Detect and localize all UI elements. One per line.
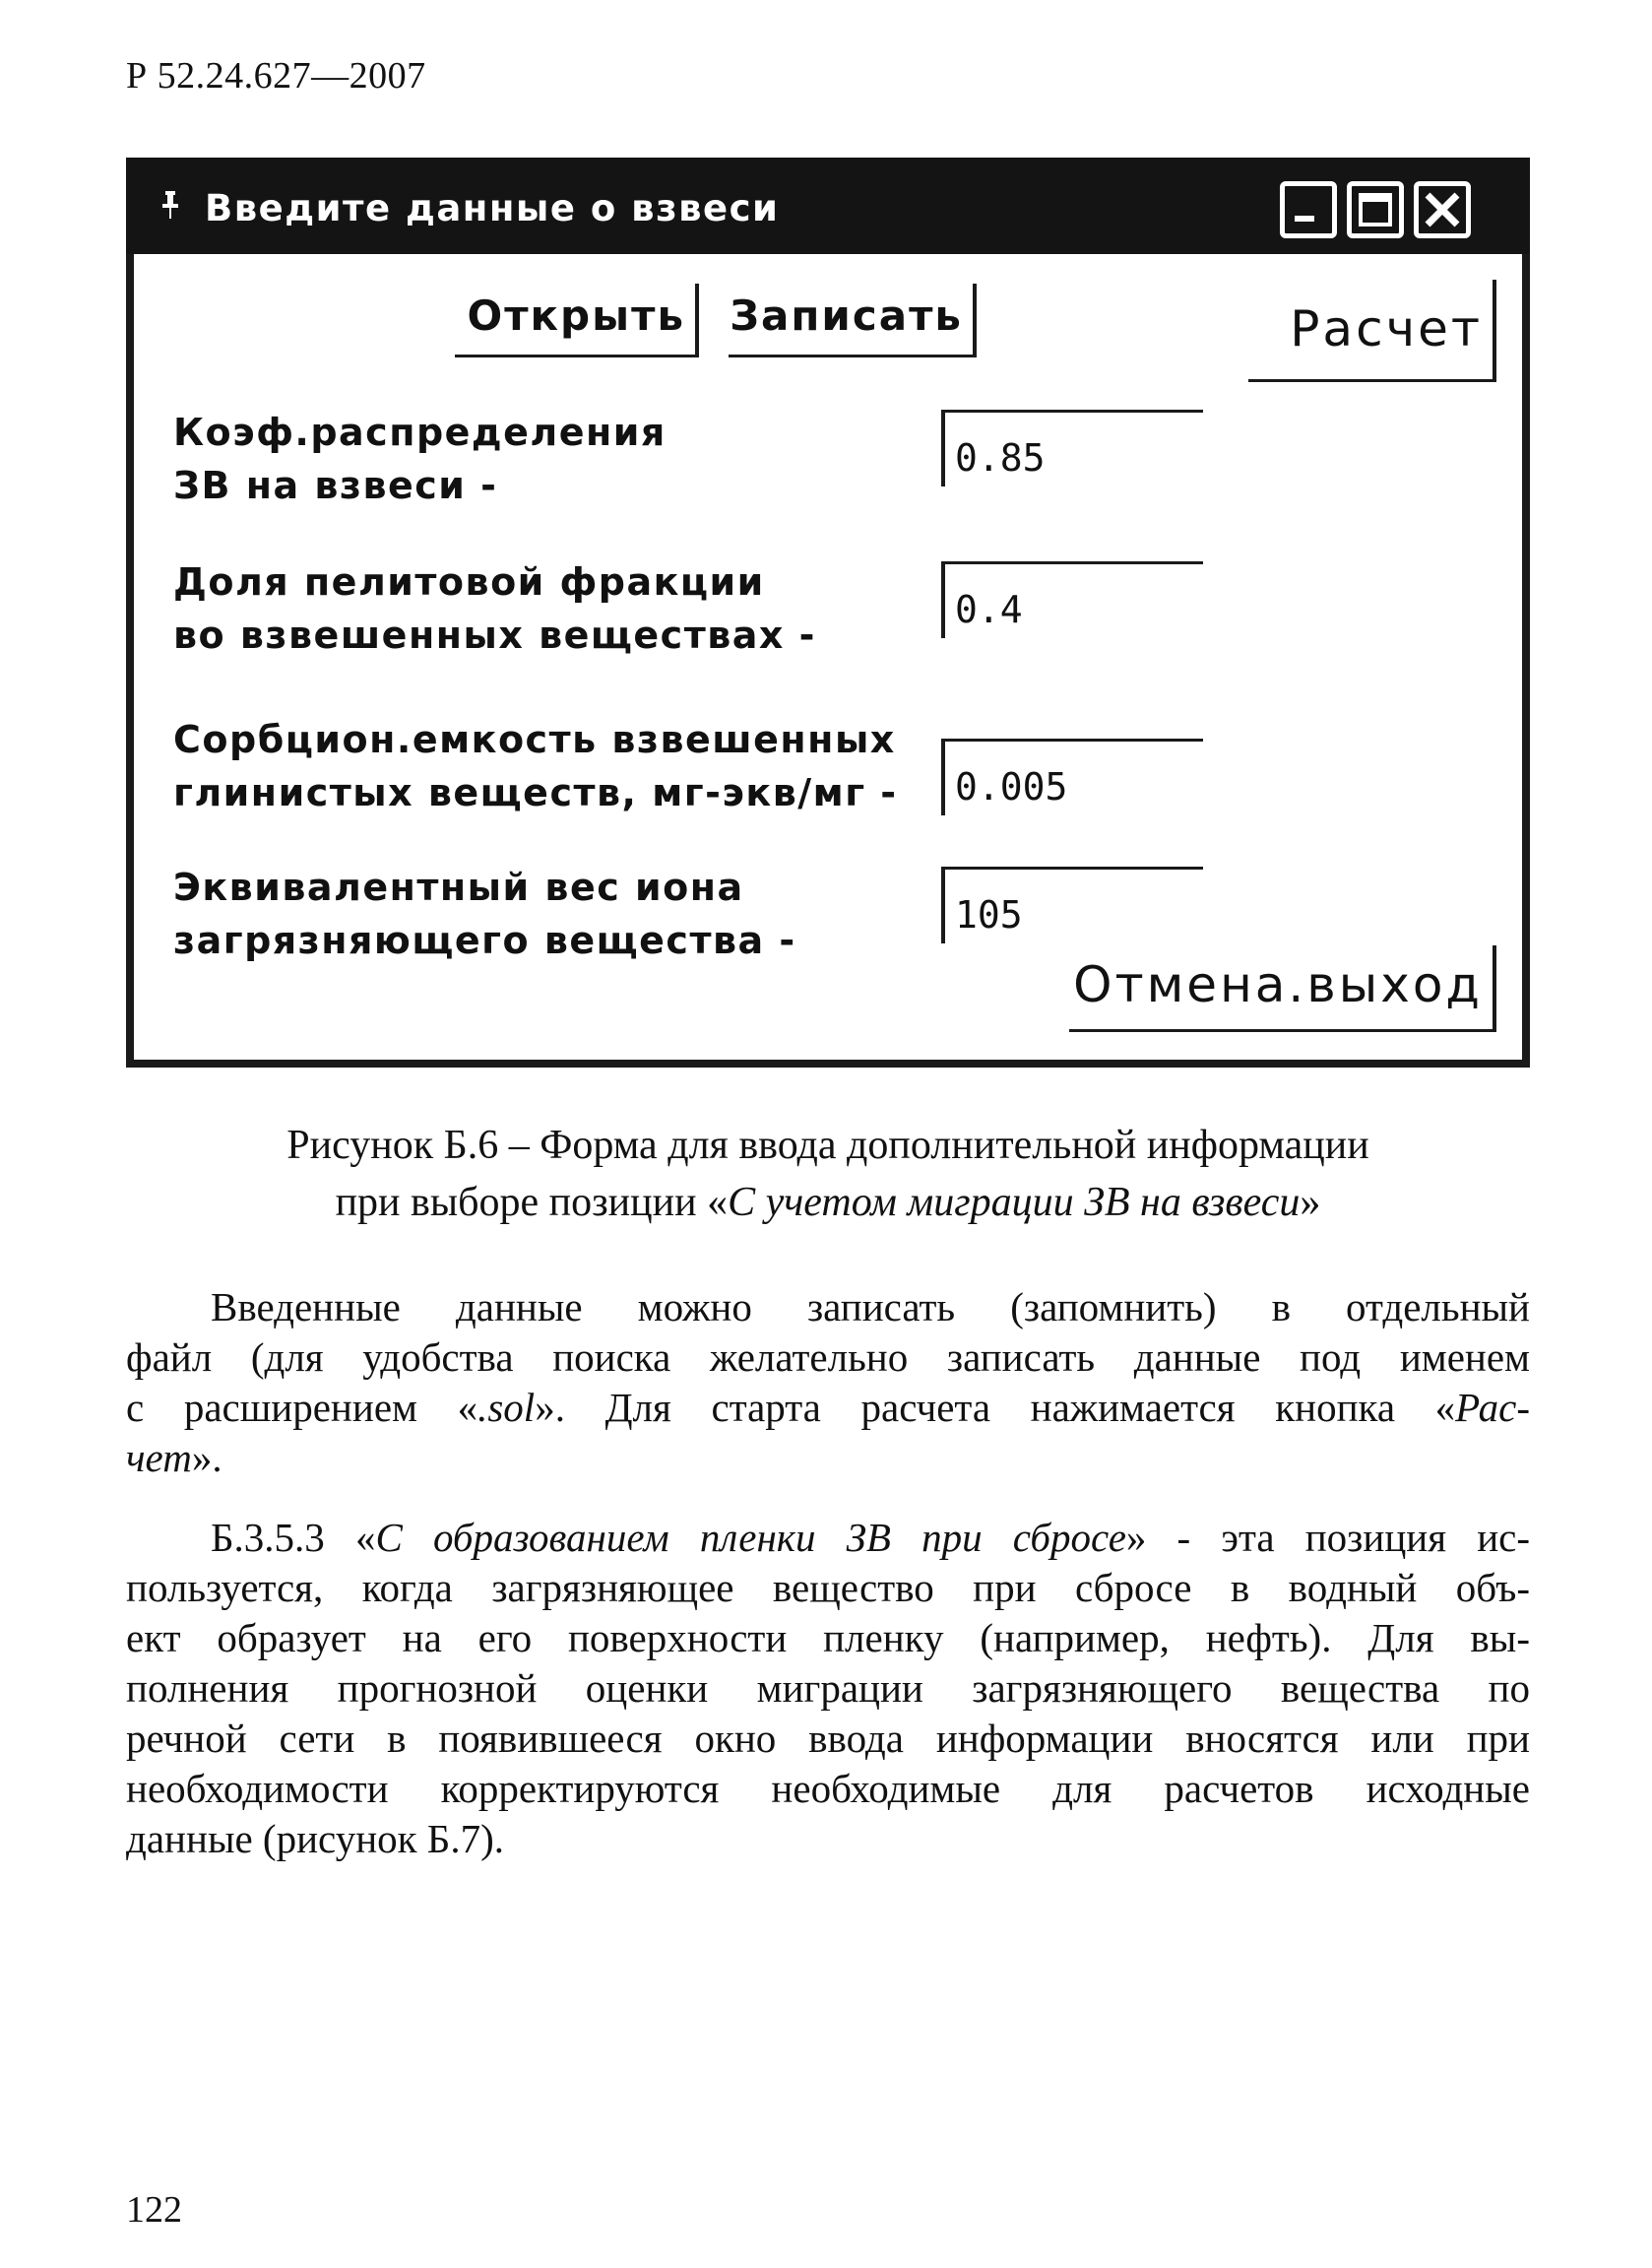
- dialog-content: [134, 254, 1522, 1068]
- pin-icon[interactable]: [161, 191, 179, 219]
- calculate-button[interactable]: Расчет: [1248, 280, 1496, 382]
- paragraph-save-data: Введенные данные можно записать (запомнить) в отдельный файл (для удобства поиска желательно записать данные под именем с расширением «.sol». Для старта расчета нажимается кнопка «Рас- чет».: [126, 1284, 1530, 1480]
- dialog-title: Введите данные о взвеси: [205, 187, 780, 229]
- close-icon: [1419, 186, 1466, 233]
- maximize-icon: [1352, 186, 1399, 233]
- open-button[interactable]: Открыть: [455, 284, 699, 357]
- close-button[interactable]: [1414, 181, 1471, 238]
- minimize-icon: [1285, 186, 1332, 233]
- distribution-coefficient-input[interactable]: [941, 410, 1203, 486]
- suspension-data-dialog: [126, 158, 1530, 1068]
- dialog-titlebar[interactable]: [126, 158, 1530, 254]
- maximize-button[interactable]: [1347, 181, 1404, 238]
- sorption-capacity-input[interactable]: [941, 739, 1203, 815]
- document-code: Р 52.24.627—2007: [126, 55, 426, 97]
- minimize-button[interactable]: [1280, 181, 1337, 238]
- cancel-exit-button[interactable]: Отмена.выход: [1069, 945, 1496, 1032]
- page-number: 122: [126, 2189, 182, 2231]
- figure-caption: Рисунок Б.6 – Форма для ввода дополнительной информации при выборе позиции «С учетом миграции ЗВ на взвеси»: [286, 1123, 1369, 1225]
- ion-equivalent-weight-input[interactable]: [941, 867, 1203, 943]
- sorption-capacity-label: Сорбцион.емкость взвешенных глинистых веществ, мг-экв/мг -: [173, 718, 898, 814]
- pelite-fraction-label: Доля пелитовой фракции во взвешенных веществах -: [173, 560, 816, 657]
- save-button[interactable]: Записать: [729, 284, 977, 357]
- ion-equivalent-weight-label: Эквивалентный вес иона загрязняющего вещества -: [173, 866, 796, 962]
- paragraph-film-formation: Б.3.5.3 «С образованием пленки ЗВ при сбросе» - эта позиция ис- пользуется, когда загрязняющее вещество при сбросе в водный объ- ект образует на его поверхности пленку (например, нефть). Для вы- полнения прогнозной оценки миграции загрязняющего вещества по речной сети в появившееся окно ввода информации вносятся или при необходимости корректируются необходимые для расчетов исходные данные (рисунок Б.7).: [126, 1515, 1531, 1861]
- distribution-coefficient-label: Коэф.распределения ЗВ на взвеси -: [173, 411, 667, 507]
- pelite-fraction-input[interactable]: [941, 561, 1203, 638]
